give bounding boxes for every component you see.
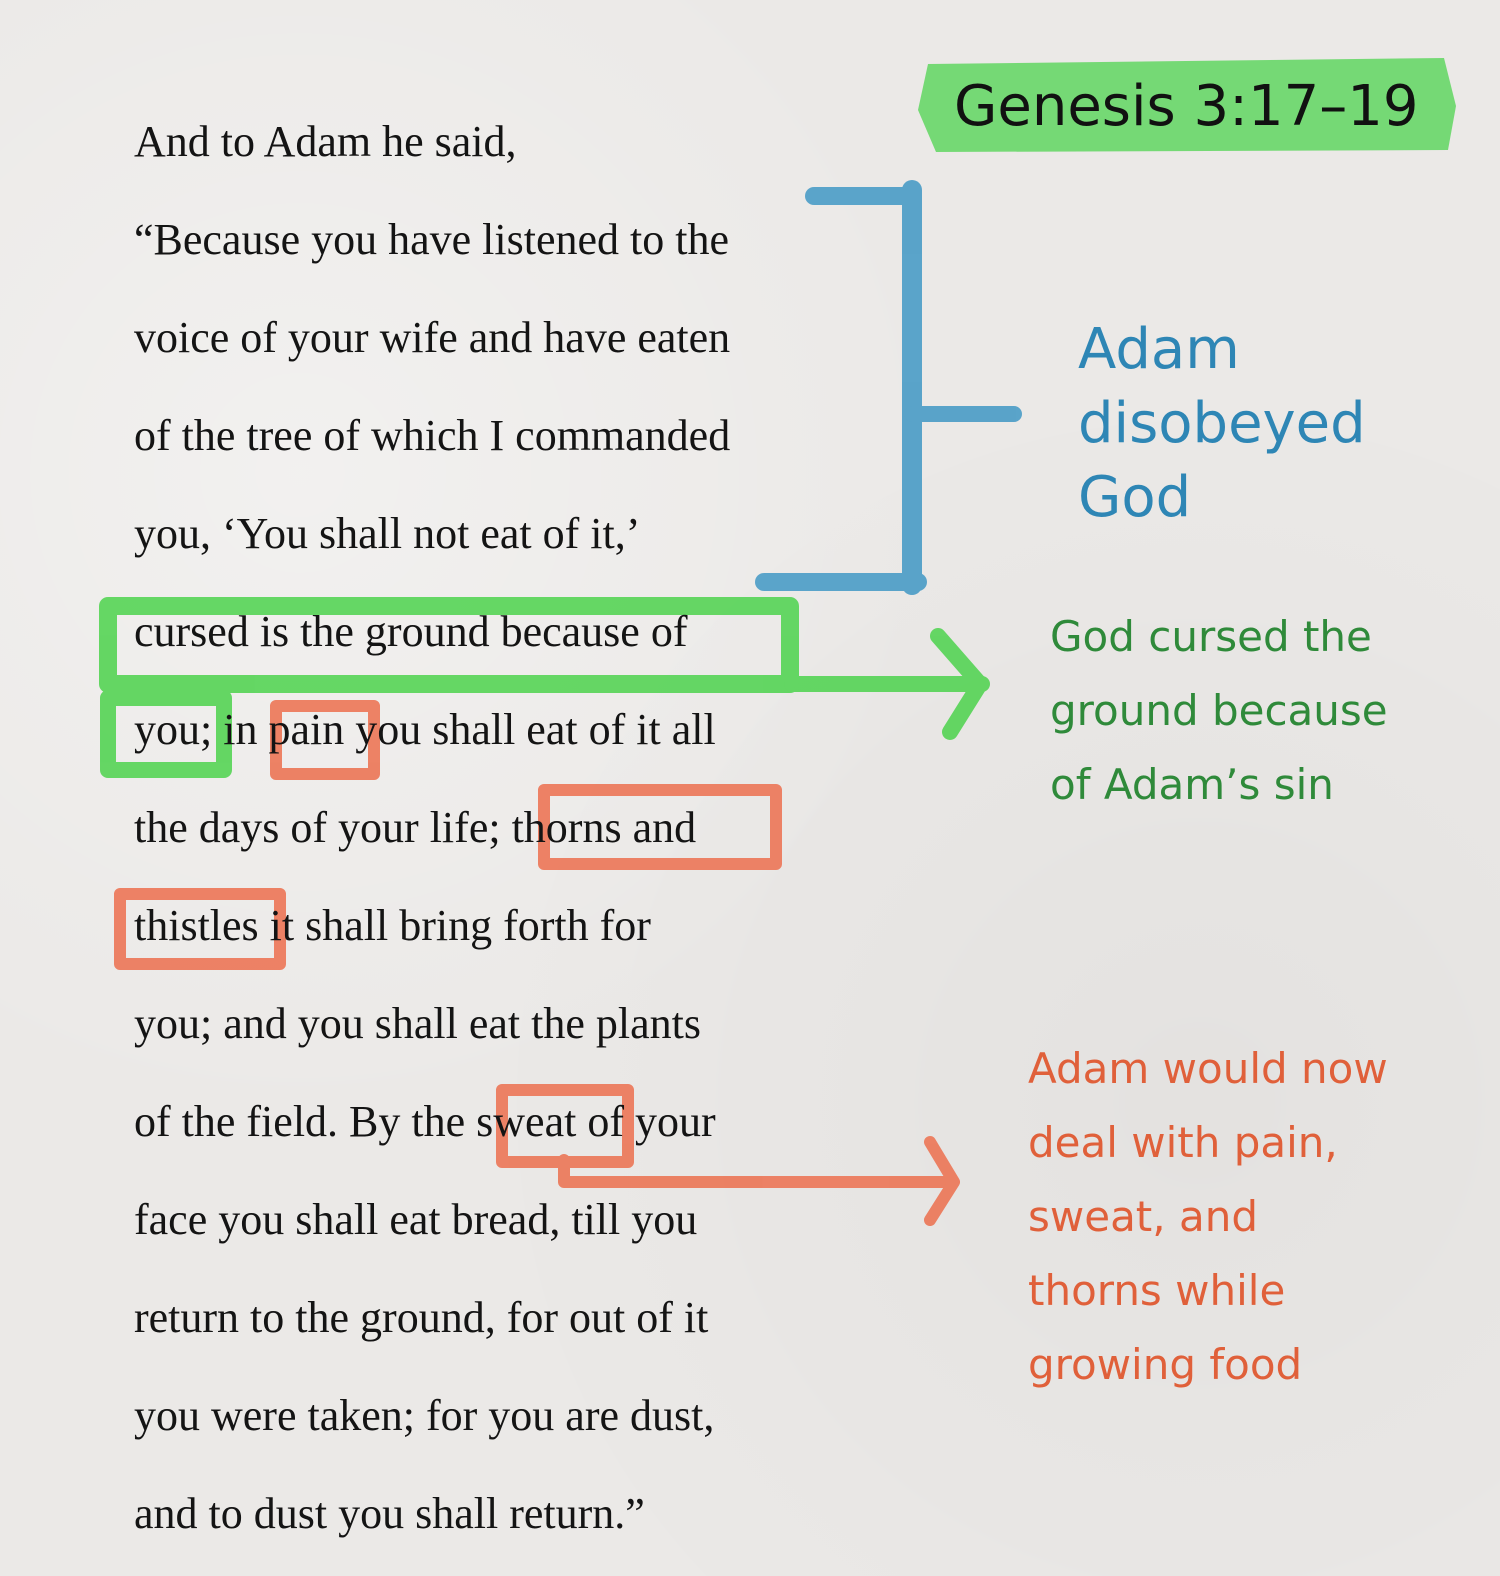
note-line: ground because xyxy=(1050,686,1388,735)
passage-line: of the tree of which I commanded xyxy=(134,411,731,460)
reference-label: Genesis 3:17–19 xyxy=(954,74,1419,139)
passage-line: the days of your life; thorns and xyxy=(134,803,697,852)
passage-line: you; and you shall eat the plants xyxy=(134,999,701,1048)
passage-line: you, ‘You shall not eat of it,’ xyxy=(134,509,641,558)
note-line: of Adam’s sin xyxy=(1050,760,1334,809)
note-line: Adam would now xyxy=(1028,1044,1388,1093)
passage-line: cursed is the ground because of xyxy=(134,607,688,656)
passage-line: of the field. By the sweat of your xyxy=(134,1097,716,1146)
note-line: disobeyed xyxy=(1078,391,1366,456)
passage-line: voice of your wife and have eaten xyxy=(134,313,731,362)
passage-line: return to the ground, for out of it xyxy=(134,1293,709,1342)
passage-line: thistles it shall bring forth for xyxy=(134,901,651,950)
note-line: deal with pain, xyxy=(1028,1118,1338,1167)
passage-line: and to dust you shall return.” xyxy=(134,1489,645,1538)
passage-line: And to Adam he said, xyxy=(134,117,517,166)
note-line: thorns while xyxy=(1028,1266,1286,1315)
passage-line: you; in pain you shall eat of it all xyxy=(134,705,716,754)
note-line: growing food xyxy=(1028,1340,1303,1389)
note-line: God cursed the xyxy=(1050,612,1372,661)
note-line: God xyxy=(1078,465,1192,530)
note-line: Adam xyxy=(1078,317,1240,382)
passage-line: you were taken; for you are dust, xyxy=(134,1391,715,1440)
blue-bracket xyxy=(764,190,1014,585)
note-line: sweat, and xyxy=(1028,1192,1258,1241)
passage-line: face you shall eat bread, till you xyxy=(134,1195,698,1244)
passage-line: “Because you have listened to the xyxy=(134,215,730,264)
